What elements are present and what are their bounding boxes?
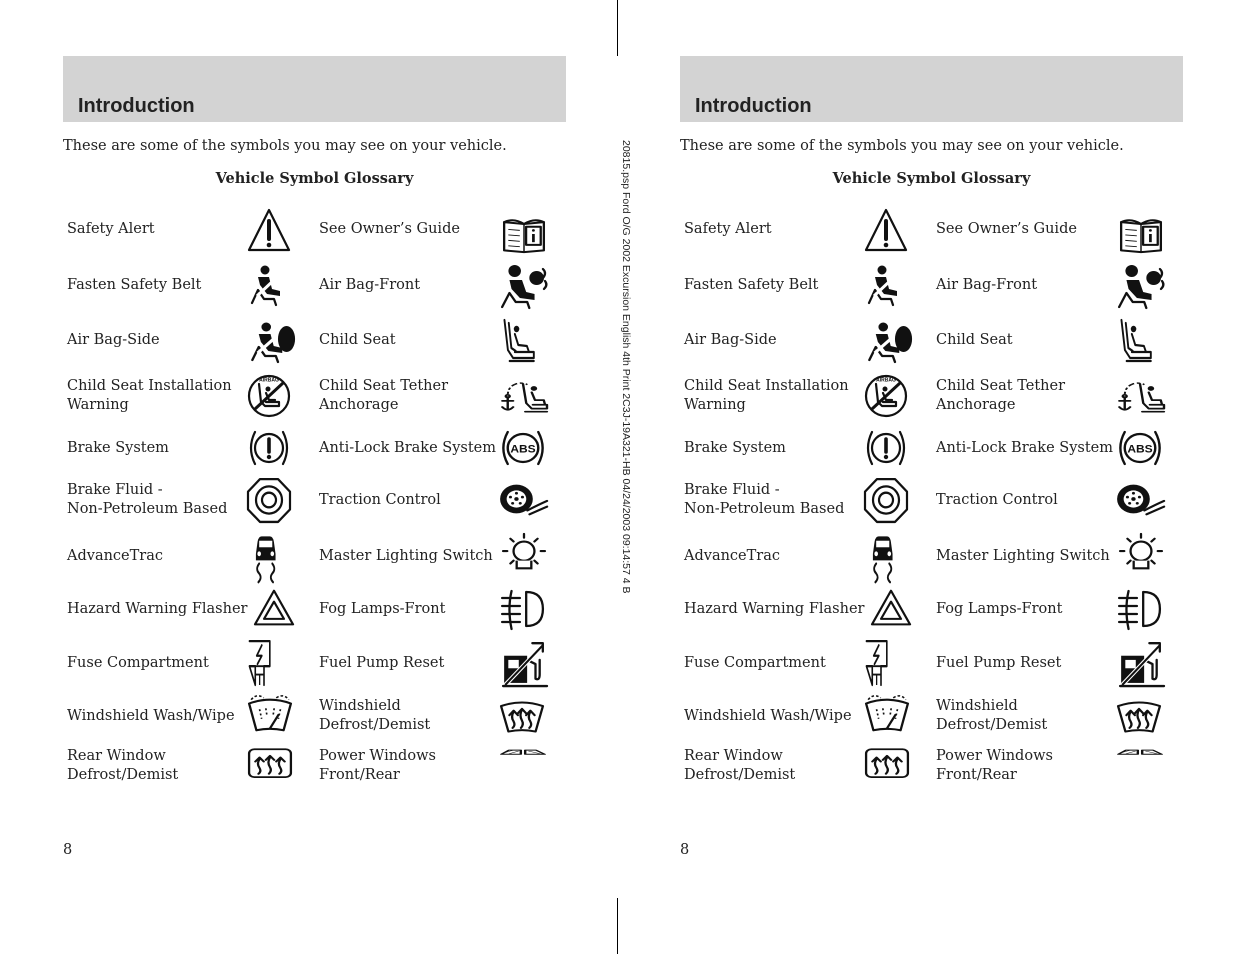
glossary-title: Vehicle Symbol Glossary: [832, 170, 1031, 187]
symbol-label-line: Front/Rear: [319, 767, 400, 783]
master-lighting-icon: [501, 532, 547, 574]
symbol-label-line: Anti-Lock Brake System: [319, 439, 496, 456]
symbol-label: [684, 377, 849, 415]
symbol-label: [319, 547, 493, 566]
symbol-label: [684, 331, 777, 350]
symbol-label-line: Fasten Safety Belt: [684, 276, 819, 293]
air-bag-front-icon: [1116, 263, 1162, 307]
symbol-label: [684, 481, 844, 519]
symbol-label-line: AdvanceTrac: [684, 547, 780, 564]
section-header: [63, 56, 566, 122]
symbol-label-line: Fog Lamps-Front: [319, 600, 446, 617]
symbol-label-line: Safety Alert: [684, 220, 772, 237]
symbol-label: [936, 600, 1062, 619]
symbol-label-line: Defrost/Demist: [67, 767, 179, 783]
print-slug-text: 20815.psp Ford O/G 2002 Excursion English 4th Print 2C3J-19A321-HB 04/24/2003 09:14:57 4 B: [620, 140, 632, 594]
symbol-label: [936, 439, 1113, 458]
child-seat-installation-warning-icon: [864, 374, 908, 418]
symbol-label-line: Defrost/Demist: [319, 717, 431, 733]
abs-icon: [1116, 426, 1164, 470]
safety-alert-icon: [247, 208, 291, 252]
brake-system-icon: [247, 426, 291, 470]
symbol-label: [936, 220, 1077, 239]
symbol-label: [684, 220, 772, 239]
symbol-label: [67, 707, 235, 726]
safety-belt-icon: [864, 263, 908, 307]
symbol-label-line: Fog Lamps-Front: [936, 600, 1063, 617]
fuse-compartment-icon: [248, 639, 280, 685]
symbol-label-line: Power Windows: [319, 748, 436, 764]
symbol-label-line: Child Seat Tether: [936, 378, 1065, 394]
traction-control-icon: [1116, 478, 1164, 520]
trim-mark-top: [617, 0, 618, 56]
symbol-label-line: Brake System: [67, 439, 169, 456]
symbol-label: [67, 439, 169, 458]
symbol-label: [319, 377, 448, 415]
fuse-compartment-icon: [865, 639, 897, 685]
hazard-flasher-icon: [252, 588, 296, 628]
symbol-label: [684, 707, 852, 726]
owners-guide-icon: [501, 214, 547, 254]
windshield-wash-icon: [247, 694, 293, 736]
symbol-label-line: Child Seat Installation: [67, 378, 232, 394]
symbol-label-line: Air Bag-Front: [319, 276, 421, 293]
symbol-label: [684, 439, 786, 458]
symbol-label-line: Master Lighting Switch: [936, 547, 1110, 564]
symbol-label: [319, 439, 496, 458]
page-number: 8: [680, 842, 690, 858]
symbol-label-line: Non-Petroleum Based: [684, 501, 845, 517]
symbol-label: [67, 220, 155, 239]
air-bag-front-icon: [499, 263, 545, 307]
symbol-label-line: Traction Control: [319, 491, 441, 508]
master-lighting-icon: [1118, 532, 1164, 574]
symbol-label-line: Windshield Wash/Wipe: [684, 707, 852, 724]
air-bag-side-icon: [864, 320, 911, 364]
brake-fluid-icon: [247, 477, 291, 523]
symbol-label: [936, 331, 1013, 350]
symbol-label: [936, 377, 1065, 415]
symbol-label-line: Rear Window: [67, 748, 166, 764]
symbol-label: [319, 697, 430, 735]
symbol-label: [684, 547, 780, 566]
child-seat-icon: [1118, 318, 1156, 362]
windshield-defrost-icon: [1116, 697, 1162, 737]
glossary-title: Vehicle Symbol Glossary: [215, 170, 414, 187]
symbol-label-line: Child Seat Tether: [319, 378, 448, 394]
svg-text:AIRBAG: AIRBAG: [259, 377, 279, 384]
symbol-label: [319, 600, 445, 619]
symbol-label-line: Fasten Safety Belt: [67, 276, 202, 293]
symbol-label: [319, 491, 441, 510]
safety-belt-icon: [247, 263, 291, 307]
intro-text: These are some of the symbols you may see on your vehicle.: [63, 138, 507, 154]
abs-icon: [499, 426, 547, 470]
symbol-label-line: Air Bag-Side: [67, 331, 160, 348]
symbol-label: [936, 276, 1037, 295]
symbol-label-line: Windshield Wash/Wipe: [67, 707, 235, 724]
symbol-label: [936, 747, 1053, 785]
symbol-label: [684, 747, 795, 785]
symbol-label: [67, 481, 227, 519]
rear-defrost-icon: [247, 746, 293, 782]
symbol-label-line: Traction Control: [936, 491, 1058, 508]
symbol-label-line: Defrost/Demist: [936, 717, 1048, 733]
symbol-label: [936, 547, 1110, 566]
symbol-label-line: Warning: [67, 397, 129, 413]
symbol-label-line: Anchorage: [936, 397, 1016, 413]
advancetrac-icon: [868, 532, 904, 580]
symbol-label-line: Master Lighting Switch: [319, 547, 493, 564]
child-seat-tether-icon: [1116, 380, 1164, 414]
symbol-label: [67, 600, 247, 619]
section-title: Introduction: [78, 95, 195, 117]
air-bag-side-icon: [247, 320, 294, 364]
child-seat-icon: [501, 318, 539, 362]
symbol-label: [936, 654, 1061, 673]
symbol-label-line: Safety Alert: [67, 220, 155, 237]
symbol-label-line: Child Seat: [319, 331, 396, 348]
symbol-label: [684, 654, 826, 673]
symbol-label: [67, 654, 209, 673]
symbol-label-line: Anchorage: [319, 397, 399, 413]
section-title: Introduction: [695, 95, 812, 117]
hazard-flasher-icon: [869, 588, 913, 628]
fuel-pump-reset-icon: [501, 639, 547, 685]
abs-icon-text: ABS: [510, 443, 536, 456]
svg-text:AIRBAG: AIRBAG: [876, 377, 896, 384]
symbol-label-line: Fuse Compartment: [67, 654, 209, 671]
symbol-label-line: Power Windows: [936, 748, 1053, 764]
fuel-pump-reset-icon: [1118, 639, 1164, 685]
symbol-label-line: Air Bag-Front: [936, 276, 1038, 293]
symbol-label-line: Windshield: [319, 698, 401, 714]
symbol-label: [319, 747, 436, 785]
power-windows-icon: [499, 747, 547, 767]
symbol-label: [936, 697, 1047, 735]
symbol-label: [67, 377, 232, 415]
intro-text: These are some of the symbols you may see on your vehicle.: [680, 138, 1124, 154]
owners-guide-icon: [1118, 214, 1164, 254]
symbol-label-line: Brake Fluid -: [684, 482, 780, 498]
symbol-label-line: See Owner’s Guide: [319, 220, 460, 237]
symbol-label-line: Fuel Pump Reset: [319, 654, 445, 671]
symbol-label-line: Warning: [684, 397, 746, 413]
traction-control-icon: [499, 478, 547, 520]
brake-fluid-icon: [864, 477, 908, 523]
fog-lamps-icon: [1116, 587, 1162, 631]
fog-lamps-icon: [499, 587, 545, 631]
symbol-label-line: Windshield: [936, 698, 1018, 714]
symbol-label-line: Front/Rear: [936, 767, 1017, 783]
symbol-label-line: See Owner’s Guide: [936, 220, 1077, 237]
symbol-label: [319, 276, 420, 295]
rear-defrost-icon: [864, 746, 910, 782]
power-windows-icon: [1116, 747, 1164, 767]
symbol-label: [684, 276, 818, 295]
child-seat-installation-warning-icon: [247, 374, 291, 418]
advancetrac-icon: [251, 532, 287, 580]
brake-system-icon: [864, 426, 908, 470]
symbol-label-line: Air Bag-Side: [684, 331, 777, 348]
windshield-defrost-icon: [499, 697, 545, 737]
symbol-label-line: Brake System: [684, 439, 786, 456]
symbol-label: [319, 331, 396, 350]
symbol-label-line: Brake Fluid -: [67, 482, 163, 498]
abs-icon-text: ABS: [1127, 443, 1153, 456]
windshield-wash-icon: [864, 694, 910, 736]
symbol-label-line: Fuel Pump Reset: [936, 654, 1062, 671]
symbol-label: [67, 747, 178, 785]
symbol-label-line: Child Seat Installation: [684, 378, 849, 394]
page-number: 8: [63, 842, 73, 858]
safety-alert-icon: [864, 208, 908, 252]
child-seat-tether-icon: [499, 380, 547, 414]
symbol-label-line: Hazard Warning Flasher: [67, 600, 248, 617]
symbol-label: [684, 600, 864, 619]
trim-mark-bottom: [617, 898, 618, 954]
symbol-label-line: Non-Petroleum Based: [67, 501, 228, 517]
symbol-label-line: Hazard Warning Flasher: [684, 600, 865, 617]
symbol-label-line: Anti-Lock Brake System: [936, 439, 1113, 456]
symbol-label: [319, 654, 444, 673]
symbol-label: [319, 220, 460, 239]
symbol-label: [936, 491, 1058, 510]
symbol-label: [67, 276, 201, 295]
symbol-label-line: AdvanceTrac: [67, 547, 163, 564]
symbol-label-line: Defrost/Demist: [684, 767, 796, 783]
symbol-label: [67, 331, 160, 350]
symbol-label-line: Fuse Compartment: [684, 654, 826, 671]
symbol-label-line: Rear Window: [684, 748, 783, 764]
symbol-label-line: Child Seat: [936, 331, 1013, 348]
symbol-label: [67, 547, 163, 566]
section-header: [680, 56, 1183, 122]
